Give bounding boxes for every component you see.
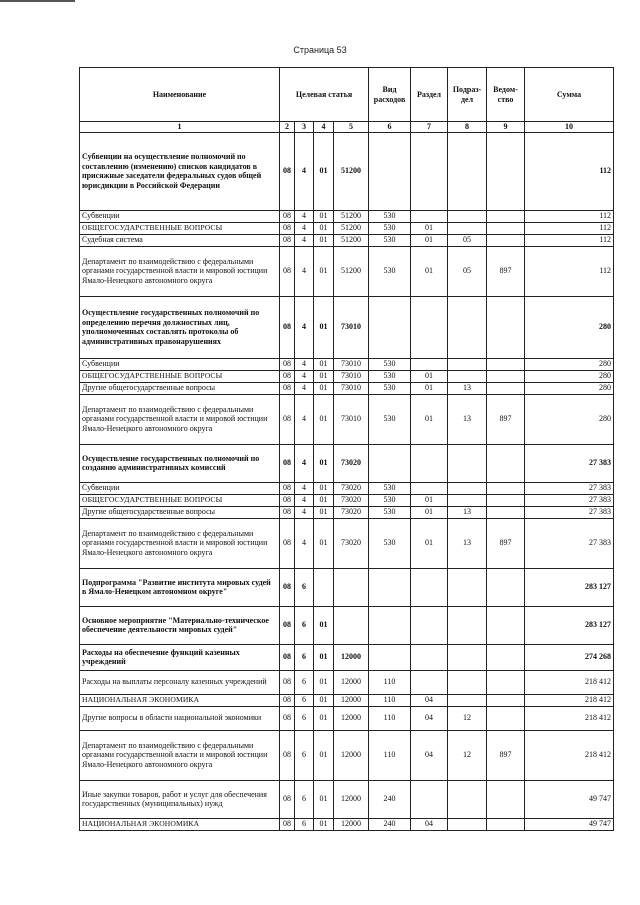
header-sum: Сумма: [525, 68, 614, 122]
cell-section: 01: [411, 234, 448, 246]
table-row: [80, 394, 614, 444]
cell-subsection: [448, 444, 487, 482]
cell-department: [487, 296, 525, 358]
cell-section: 04: [411, 730, 448, 780]
cell-section: 01: [411, 494, 448, 506]
table-row: [80, 444, 614, 482]
cell-event: 01: [314, 222, 334, 234]
cell-sum: 274 268: [525, 644, 614, 670]
cell-direction: [334, 568, 369, 606]
cell-program: 08: [280, 670, 295, 694]
cell-section: [411, 358, 448, 370]
cell-program: 08: [280, 606, 295, 644]
cell-section: [411, 780, 448, 818]
cell-sum: 218 412: [525, 670, 614, 694]
cell-section: 01: [411, 506, 448, 518]
cell-direction: 51200: [334, 234, 369, 246]
cell-sum: 280: [525, 296, 614, 358]
cell-section: [411, 296, 448, 358]
scan-edge-mark: [0, 0, 75, 2]
cell-expense-type: [369, 132, 411, 210]
cell-expense-type: 110: [369, 670, 411, 694]
cell-subsection: [448, 358, 487, 370]
cell-expense-type: 530: [369, 370, 411, 382]
cell-program: 08: [280, 382, 295, 394]
cell-subprogram: 6: [295, 706, 314, 730]
cell-department: 897: [487, 394, 525, 444]
cell-event: 01: [314, 706, 334, 730]
cell-program: 08: [280, 444, 295, 482]
row-name: Департамент по взаимодействию с федеральными органами государственной власти и мировой юстиции Ямало-Ненецкого автономного округа: [80, 246, 280, 296]
cell-expense-type: 530: [369, 210, 411, 222]
cell-section: [411, 644, 448, 670]
cell-subprogram: 4: [295, 370, 314, 382]
cell-subprogram: 4: [295, 382, 314, 394]
cell-expense-type: 530: [369, 518, 411, 568]
cell-subsection: [448, 210, 487, 222]
cell-section: 01: [411, 394, 448, 444]
cell-department: [487, 670, 525, 694]
cell-subprogram: 6: [295, 606, 314, 644]
cell-subprogram: 6: [295, 818, 314, 830]
table-row: [80, 494, 614, 506]
cell-expense-type: 240: [369, 818, 411, 830]
cell-subprogram: 6: [295, 644, 314, 670]
cell-section: [411, 132, 448, 210]
table-row: [80, 210, 614, 222]
cell-program: 08: [280, 370, 295, 382]
cell-expense-type: [369, 296, 411, 358]
cell-section: 01: [411, 370, 448, 382]
cell-expense-type: 110: [369, 706, 411, 730]
cell-event: 01: [314, 132, 334, 210]
cell-department: [487, 506, 525, 518]
cell-expense-type: 530: [369, 394, 411, 444]
cell-direction: 73010: [334, 394, 369, 444]
cell-section: 01: [411, 518, 448, 568]
table-row: [80, 358, 614, 370]
cell-subprogram: 6: [295, 670, 314, 694]
cell-department: [487, 706, 525, 730]
table-row: [80, 222, 614, 234]
cell-sum: 280: [525, 370, 614, 382]
row-name: Субвенции на осуществление полномочий по составлению (изменению) списков кандидатов в присяжные заседатели федеральных судов общей юрисдикции в Российской Федерации: [80, 132, 280, 210]
cell-expense-type: 530: [369, 234, 411, 246]
cell-subprogram: 4: [295, 222, 314, 234]
cell-subsection: [448, 296, 487, 358]
row-name: Осуществление государственных полномочий по созданию административных комиссий: [80, 444, 280, 482]
cell-program: 08: [280, 506, 295, 518]
cell-subprogram: 4: [295, 358, 314, 370]
cell-expense-type: [369, 444, 411, 482]
cell-event: [314, 568, 334, 606]
cell-direction: 12000: [334, 730, 369, 780]
cell-direction: [334, 606, 369, 644]
cell-subsection: [448, 222, 487, 234]
row-name: ОБЩЕГОСУДАРСТВЕННЫЕ ВОПРОСЫ: [80, 370, 280, 382]
cell-direction: 73010: [334, 382, 369, 394]
cell-subsection: [448, 670, 487, 694]
cell-section: 04: [411, 818, 448, 830]
cell-section: 01: [411, 222, 448, 234]
cell-expense-type: 110: [369, 694, 411, 706]
row-name: НАЦИОНАЛЬНАЯ ЭКОНОМИКА: [80, 818, 280, 830]
table-row: [80, 780, 614, 818]
cell-direction: 73020: [334, 506, 369, 518]
cell-event: 01: [314, 818, 334, 830]
row-name: Подпрограмма "Развитие института мировых судей в Ямало-Ненецком автономном округе": [80, 568, 280, 606]
row-name: Осуществление государственных полномочий по определению перечня должностных лиц, уполномоченных составлять протоколы об административных правонарушениях: [80, 296, 280, 358]
cell-direction: 73020: [334, 482, 369, 494]
cell-expense-type: [369, 644, 411, 670]
cell-direction: 12000: [334, 706, 369, 730]
cell-sum: 27 383: [525, 494, 614, 506]
row-name: Расходы на обеспечение функций казенных учреждений: [80, 644, 280, 670]
cell-department: [487, 444, 525, 482]
cell-program: 08: [280, 780, 295, 818]
cell-event: 01: [314, 506, 334, 518]
cell-event: 01: [314, 394, 334, 444]
cell-sum: 27 383: [525, 482, 614, 494]
row-name: Иные закупки товаров, работ и услуг для обеспечения государственных (муниципальных) нужд: [80, 780, 280, 818]
cell-department: [487, 780, 525, 818]
cell-direction: 12000: [334, 694, 369, 706]
cell-direction: 12000: [334, 670, 369, 694]
cell-department: [487, 644, 525, 670]
cell-program: 08: [280, 222, 295, 234]
row-name: Основное мероприятие "Материально-техническое обеспечение деятельности мировых судей": [80, 606, 280, 644]
cell-sum: 49 747: [525, 818, 614, 830]
cell-program: 08: [280, 518, 295, 568]
cell-direction: 51200: [334, 210, 369, 222]
cell-department: [487, 494, 525, 506]
cell-expense-type: 530: [369, 494, 411, 506]
cell-subprogram: 6: [295, 694, 314, 706]
cell-subsection: [448, 494, 487, 506]
cell-sum: 27 383: [525, 444, 614, 482]
table-row: [80, 818, 614, 830]
cell-subsection: 12: [448, 706, 487, 730]
cell-event: 01: [314, 644, 334, 670]
cell-event: 01: [314, 730, 334, 780]
cell-section: [411, 568, 448, 606]
cell-direction: 73010: [334, 296, 369, 358]
header-target-article: Целевая статья: [280, 68, 369, 122]
cell-subsection: [448, 780, 487, 818]
cell-department: [487, 222, 525, 234]
cell-event: 01: [314, 670, 334, 694]
cell-expense-type: 530: [369, 482, 411, 494]
cell-direction: 51200: [334, 246, 369, 296]
cell-expense-type: 530: [369, 506, 411, 518]
cell-program: 08: [280, 132, 295, 210]
row-name: Департамент по взаимодействию с федеральными органами государственной власти и мировой юстиции Ямало-Ненецкого автономного округа: [80, 394, 280, 444]
cell-event: 01: [314, 234, 334, 246]
table-row: [80, 296, 614, 358]
table-row: [80, 132, 614, 210]
cell-direction: 73010: [334, 370, 369, 382]
column-number: 8: [448, 122, 487, 133]
row-name: Судебная система: [80, 234, 280, 246]
cell-subprogram: 4: [295, 296, 314, 358]
cell-subprogram: 4: [295, 246, 314, 296]
cell-sum: 112: [525, 222, 614, 234]
cell-department: [487, 568, 525, 606]
cell-subsection: [448, 132, 487, 210]
cell-subprogram: 4: [295, 210, 314, 222]
cell-section: [411, 606, 448, 644]
row-name: Субвенции: [80, 210, 280, 222]
header-expense-type: Вид расходов: [369, 68, 411, 122]
cell-sum: 283 127: [525, 568, 614, 606]
table-row: [80, 694, 614, 706]
cell-event: 01: [314, 444, 334, 482]
cell-expense-type: 530: [369, 222, 411, 234]
cell-event: 01: [314, 358, 334, 370]
header-department: Ведом- ство: [487, 68, 525, 122]
table-row: [80, 706, 614, 730]
row-name: Расходы на выплаты персоналу казенных учреждений: [80, 670, 280, 694]
cell-section: 01: [411, 246, 448, 296]
cell-section: [411, 444, 448, 482]
cell-department: [487, 370, 525, 382]
cell-department: [487, 132, 525, 210]
cell-sum: 280: [525, 358, 614, 370]
cell-direction: 73020: [334, 494, 369, 506]
cell-subprogram: 4: [295, 482, 314, 494]
cell-subprogram: 4: [295, 394, 314, 444]
cell-subprogram: 6: [295, 780, 314, 818]
cell-section: 04: [411, 706, 448, 730]
budget-table: [79, 67, 614, 831]
cell-program: 08: [280, 358, 295, 370]
table-row: [80, 670, 614, 694]
cell-department: 897: [487, 730, 525, 780]
row-name: Другие общегосударственные вопросы: [80, 382, 280, 394]
cell-sum: 218 412: [525, 706, 614, 730]
cell-expense-type: [369, 568, 411, 606]
cell-event: 01: [314, 694, 334, 706]
cell-direction: 73020: [334, 518, 369, 568]
cell-subprogram: 4: [295, 132, 314, 210]
row-name: Субвенции: [80, 482, 280, 494]
cell-event: 01: [314, 370, 334, 382]
table-row: [80, 644, 614, 670]
budget-table-body: [80, 132, 614, 830]
cell-subprogram: 6: [295, 730, 314, 780]
row-name: Департамент по взаимодействию с федеральными органами государственной власти и мировой юстиции Ямало-Ненецкого автономного округа: [80, 518, 280, 568]
row-name: ОБЩЕГОСУДАРСТВЕННЫЕ ВОПРОСЫ: [80, 222, 280, 234]
cell-sum: 112: [525, 132, 614, 210]
cell-sum: 280: [525, 382, 614, 394]
cell-event: 01: [314, 606, 334, 644]
column-number: 7: [411, 122, 448, 133]
cell-subsection: 13: [448, 518, 487, 568]
cell-department: 897: [487, 246, 525, 296]
row-name: ОБЩЕГОСУДАРСТВЕННЫЕ ВОПРОСЫ: [80, 494, 280, 506]
table-row: [80, 234, 614, 246]
header-row: [80, 68, 614, 122]
cell-subsection: [448, 644, 487, 670]
column-number: 3: [295, 122, 314, 133]
cell-program: 08: [280, 818, 295, 830]
cell-subsection: 13: [448, 394, 487, 444]
cell-program: 08: [280, 296, 295, 358]
cell-department: [487, 382, 525, 394]
header-name: Наименование: [80, 68, 280, 122]
cell-subprogram: 4: [295, 444, 314, 482]
cell-section: 04: [411, 694, 448, 706]
cell-direction: 73020: [334, 444, 369, 482]
cell-expense-type: 530: [369, 382, 411, 394]
table-row: [80, 370, 614, 382]
cell-expense-type: 240: [369, 780, 411, 818]
cell-subsection: [448, 606, 487, 644]
cell-program: 08: [280, 482, 295, 494]
cell-department: [487, 482, 525, 494]
cell-sum: 27 383: [525, 518, 614, 568]
column-number: 1: [80, 122, 280, 133]
cell-program: 08: [280, 706, 295, 730]
cell-subsection: [448, 482, 487, 494]
cell-sum: 280: [525, 394, 614, 444]
table-row: [80, 506, 614, 518]
cell-program: 08: [280, 568, 295, 606]
table-row: [80, 482, 614, 494]
cell-program: 08: [280, 494, 295, 506]
cell-direction: 51200: [334, 222, 369, 234]
table-row: [80, 730, 614, 780]
cell-subsection: [448, 370, 487, 382]
cell-program: 08: [280, 694, 295, 706]
column-number-row: [80, 122, 614, 133]
cell-event: 01: [314, 780, 334, 818]
cell-subprogram: 4: [295, 506, 314, 518]
cell-expense-type: 110: [369, 730, 411, 780]
column-number: 2: [280, 122, 295, 133]
cell-section: [411, 482, 448, 494]
cell-department: [487, 358, 525, 370]
cell-subsection: 12: [448, 730, 487, 780]
cell-section: [411, 670, 448, 694]
cell-program: 08: [280, 730, 295, 780]
cell-expense-type: 530: [369, 246, 411, 296]
row-name: НАЦИОНАЛЬНАЯ ЭКОНОМИКА: [80, 694, 280, 706]
cell-subsection: 13: [448, 506, 487, 518]
cell-program: 08: [280, 644, 295, 670]
table-row: [80, 518, 614, 568]
cell-subprogram: 4: [295, 518, 314, 568]
cell-subsection: 05: [448, 234, 487, 246]
cell-subsection: [448, 568, 487, 606]
row-name: Департамент по взаимодействию с федеральными органами государственной власти и мировой юстиции Ямало-Ненецкого автономного округа: [80, 730, 280, 780]
cell-event: 01: [314, 382, 334, 394]
cell-section: [411, 210, 448, 222]
cell-department: [487, 234, 525, 246]
row-name: Субвенции: [80, 358, 280, 370]
cell-department: [487, 694, 525, 706]
cell-sum: 218 412: [525, 694, 614, 706]
cell-direction: 12000: [334, 818, 369, 830]
cell-section: 01: [411, 382, 448, 394]
cell-event: 01: [314, 494, 334, 506]
cell-department: 897: [487, 518, 525, 568]
cell-subprogram: 6: [295, 568, 314, 606]
cell-subsection: [448, 694, 487, 706]
cell-program: 08: [280, 234, 295, 246]
cell-event: 01: [314, 518, 334, 568]
header-subsection: Подраз- дел: [448, 68, 487, 122]
row-name: Другие вопросы в области национальной экономики: [80, 706, 280, 730]
column-number: 4: [314, 122, 334, 133]
cell-event: 01: [314, 482, 334, 494]
cell-subsection: 05: [448, 246, 487, 296]
table-row: [80, 246, 614, 296]
cell-subprogram: 4: [295, 234, 314, 246]
row-name: Другие общегосударственные вопросы: [80, 506, 280, 518]
column-number: 5: [334, 122, 369, 133]
cell-program: 08: [280, 210, 295, 222]
cell-sum: 112: [525, 246, 614, 296]
cell-event: 01: [314, 210, 334, 222]
column-number: 10: [525, 122, 614, 133]
cell-sum: 112: [525, 210, 614, 222]
cell-sum: 283 127: [525, 606, 614, 644]
cell-event: 01: [314, 296, 334, 358]
cell-department: [487, 818, 525, 830]
cell-expense-type: [369, 606, 411, 644]
cell-subsection: 13: [448, 382, 487, 394]
cell-direction: 51200: [334, 132, 369, 210]
page-number-label: Страница 53: [293, 45, 347, 55]
table-row: [80, 568, 614, 606]
cell-direction: 12000: [334, 644, 369, 670]
cell-department: [487, 606, 525, 644]
header-section: Раздел: [411, 68, 448, 122]
table-row: [80, 606, 614, 644]
column-number: 9: [487, 122, 525, 133]
cell-program: 08: [280, 394, 295, 444]
cell-direction: 73010: [334, 358, 369, 370]
cell-expense-type: 530: [369, 358, 411, 370]
cell-event: 01: [314, 246, 334, 296]
cell-subprogram: 4: [295, 494, 314, 506]
cell-department: [487, 210, 525, 222]
table-row: [80, 382, 614, 394]
cell-sum: 112: [525, 234, 614, 246]
cell-sum: 49 747: [525, 780, 614, 818]
cell-sum: 218 412: [525, 730, 614, 780]
column-number: 6: [369, 122, 411, 133]
cell-subsection: [448, 818, 487, 830]
cell-program: 08: [280, 246, 295, 296]
cell-direction: 12000: [334, 780, 369, 818]
cell-sum: 27 383: [525, 506, 614, 518]
